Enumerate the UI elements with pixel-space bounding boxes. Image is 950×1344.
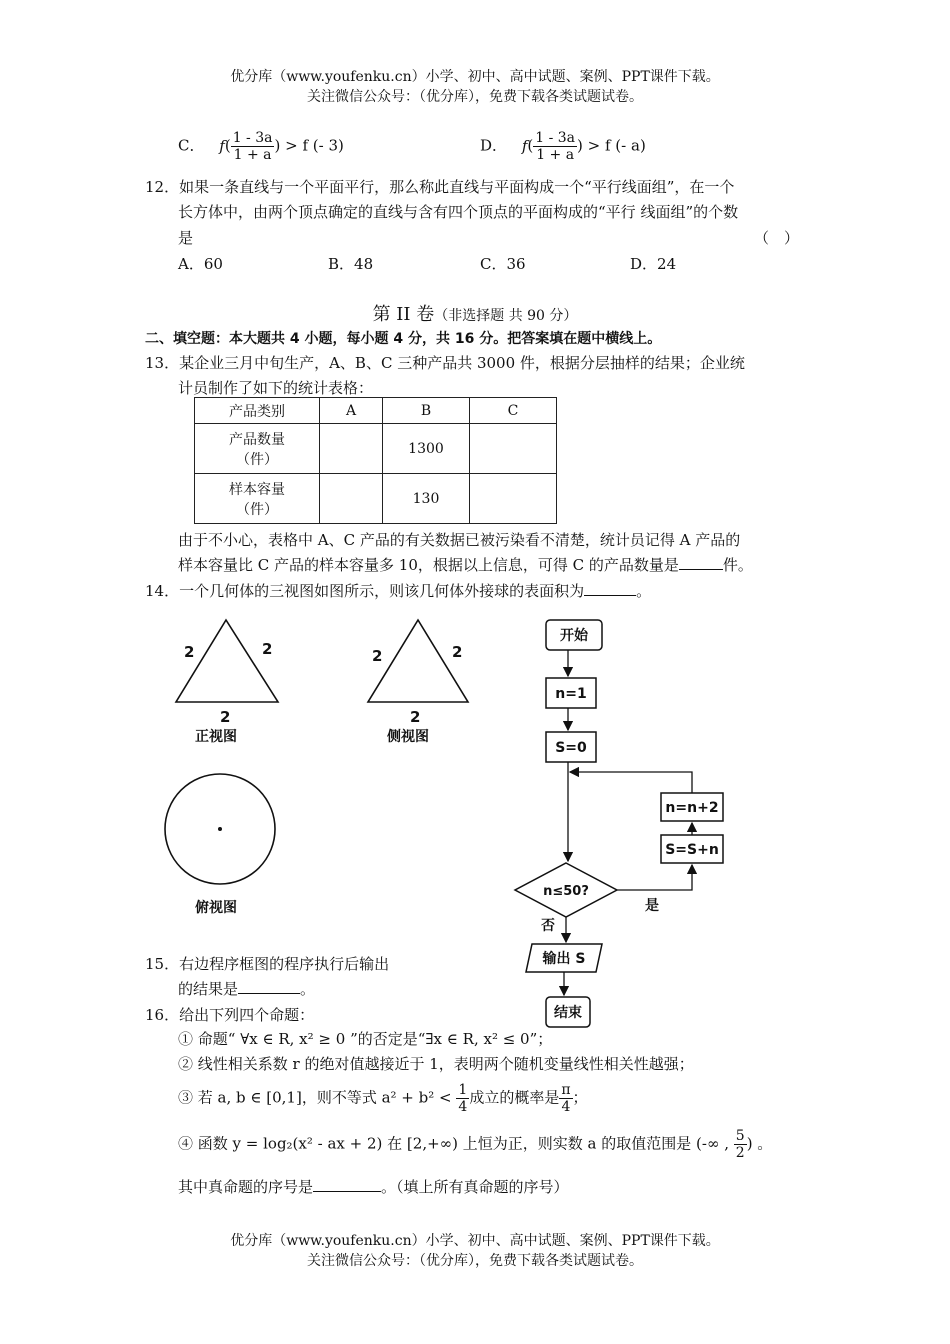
front-right-label: 2: [262, 640, 273, 658]
q16-proposition-1: ① 命题“ ∀x ∈ R, x² ≥ 0 ”的否定是“∃x ∈ R, x² ≤ 0”；: [178, 1030, 553, 1048]
front-view-triangle: [176, 620, 278, 702]
q12-option-a: A．60: [178, 255, 223, 273]
q11-d-f: f: [521, 136, 528, 155]
flow-s-init-text: S=0: [555, 740, 587, 756]
front-left-label: 2: [184, 643, 195, 661]
q12-line-2: 长方体中，由两个顶点确定的直线与含有四个顶点的平面构成的“平行 线面组”的个数: [178, 203, 739, 221]
footer-line-1: 优分库（www.youfenku.cn）小学、初中、高中试题、案例、PPT课件下载。: [230, 1233, 720, 1249]
flow-output-text: 输出 S: [542, 951, 586, 967]
q11-c-f: f: [219, 136, 225, 155]
q16-proposition-2: ② 线性相关系数 r 的绝对值越接近于 1，表明两个随机变量线性相关性越强；: [178, 1055, 694, 1073]
q11-c-rest: ) > f (- 3): [274, 136, 344, 155]
q12-option-d: D．24: [630, 255, 677, 273]
side-left-label: 2: [372, 647, 383, 665]
table-header-cell: C: [470, 398, 557, 424]
q12-option-b: B．48: [328, 255, 374, 273]
front-view-caption: 正视图: [195, 729, 237, 745]
flow-end-text: 结束: [554, 1005, 582, 1021]
q11-option-d: D． f( $\frac{1 - 3a}{1 + a}$ ) > f (- a): [480, 130, 646, 163]
flow-start-text: 开始: [560, 628, 588, 644]
q11-d-fraction: $\frac{1 - 3a}{1 + a}$: [535, 130, 576, 163]
table-header-cell: A: [320, 398, 383, 424]
stats-table: [194, 397, 557, 524]
q12-line-1: 12．如果一条直线与一个平面平行，那么称此直线与平面构成一个“平行线面组”，在一个: [145, 178, 735, 196]
table-header-cell: B: [383, 398, 470, 424]
top-view-caption: 俯视图: [195, 900, 237, 916]
table-cell: [320, 474, 383, 524]
q16-final: 其中真命题的序号是 。（填上所有真命题的序号）: [178, 1178, 569, 1196]
q13-line-4: 样本容量比 C 产品的样本容量多 10，根据以上信息，可得 C 的产品数量是 件。: [178, 556, 753, 574]
table-row: [195, 474, 557, 524]
section2-heading: 二、填空题：本大题共 4 小题，每小题 4 分，共 16 分。把答案填在题中横线上。: [145, 331, 662, 347]
q12-option-c: C．36: [480, 255, 526, 273]
q16-p3-fraction: $\frac{1}{4}$: [458, 1082, 468, 1115]
side-bottom-label: 2: [410, 708, 421, 726]
answer-blank: [584, 594, 636, 596]
q13-line-3: 由于不小心，表格中 A、C 产品的有关数据已被污染看不清楚，统计员记得 A 产品的: [178, 531, 741, 549]
q11-option-c: C． f( $\frac{1 - 3a}{1 + a}$ ) > f (- 3): [178, 130, 344, 163]
table-header-cell: 产品类别: [195, 398, 320, 424]
answer-blank: [238, 992, 300, 994]
header-line-1: 优分库（www.youfenku.cn）小学、初中、高中试题、案例、PPT课件下载。: [230, 69, 720, 85]
flow-no-label: 否: [541, 918, 555, 934]
answer-blank: [679, 568, 723, 570]
table-cell: 130: [383, 474, 470, 524]
q16-proposition-3: ③ 若 a, b ∈ [0,1]，则不等式 a² + b² < $\frac{1}{4}$ 成立的概率是 $\frac{\pi}{4}$ ；: [178, 1082, 588, 1115]
flowchart: [510, 612, 760, 1032]
table-cell: [470, 424, 557, 474]
q13-line-2: 计员制作了如下的统计表格：: [178, 379, 374, 397]
table-row-label: 产品数量 （件）: [195, 424, 320, 474]
q16-p3-probability-fraction: $\frac{\pi}{4}$: [561, 1082, 571, 1115]
q15-line-1: 15．右边程序框图的程序执行后输出: [145, 955, 390, 973]
answer-blank: [313, 1190, 381, 1192]
q12-line-3: 是: [178, 229, 194, 247]
header-line-2: 关注微信公众号：（优分库），免费下载各类试题试卷。: [307, 89, 643, 105]
footer-line-2: 关注微信公众号：（优分库），免费下载各类试题试卷。: [307, 1253, 643, 1269]
flow-yes-label: 是: [645, 898, 659, 914]
part2-title: 第 II 卷（非选择题 共 90 分）: [372, 304, 578, 325]
table-cell: 1300: [383, 424, 470, 474]
q14-text: 14．一个几何体的三视图如图所示，则该几何体外接球的表面积为 。: [145, 582, 652, 600]
q16-intro: 16．给出下列四个命题：: [145, 1006, 315, 1024]
side-view-triangle: [368, 620, 468, 702]
q16-p4-fraction: $\frac{5}{2}$: [735, 1128, 745, 1161]
q16-proposition-4: ④ 函数 y = log₂(x² - ax + 2) 在 [2,+∞) 上恒为正，则实数 a 的取值范围是 (-∞ , $\frac{5}{2}$ ) 。: [178, 1128, 773, 1161]
flow-n-init-text: n=1: [555, 686, 587, 702]
table-cell: [320, 424, 383, 474]
front-bottom-label: 2: [220, 708, 231, 726]
q11-d-rest: ) > f (- a): [577, 136, 646, 155]
q11-c-label: C．: [178, 136, 205, 155]
flow-n-update-text: n=n+2: [665, 800, 719, 816]
table-cell: [470, 474, 557, 524]
flow-condition-text: n≤50?: [543, 884, 589, 899]
side-right-label: 2: [452, 643, 463, 661]
q11-d-label: D．: [480, 136, 508, 155]
three-views-figure: [150, 612, 510, 942]
q15-line-2: 的结果是 。: [178, 980, 316, 998]
table-row: [195, 424, 557, 474]
flow-s-update-text: S=S+n: [665, 842, 719, 858]
q12-answer-paren: （ ）: [754, 229, 800, 247]
table-row: [195, 398, 557, 424]
side-view-caption: 侧视图: [387, 729, 429, 745]
q11-c-fraction: $\frac{1 - 3a}{1 + a}$: [232, 130, 273, 163]
q13-line-1: 13．某企业三月中旬生产，A、B、C 三种产品共 3000 件，根据分层抽样的结果；企业统: [145, 354, 745, 372]
table-row-label: 样本容量 （件）: [195, 474, 320, 524]
